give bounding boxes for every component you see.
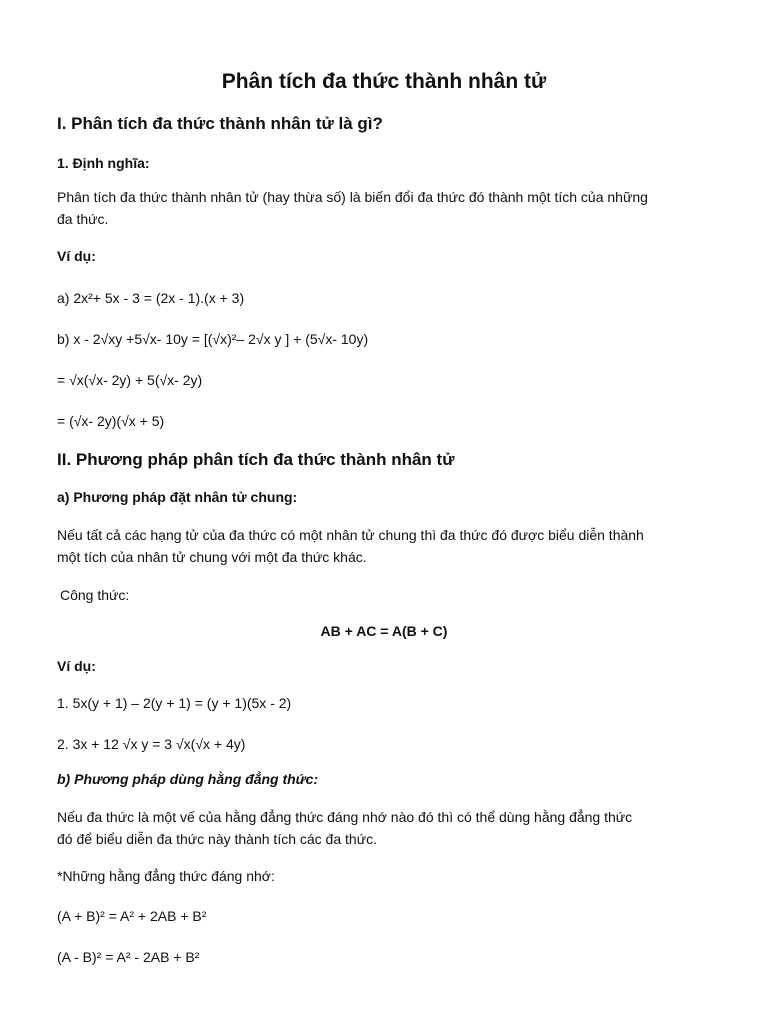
example-label-1: Ví dụ: — [57, 248, 96, 264]
method-a-subheading: a) Phương pháp đặt nhân tử chung: — [57, 489, 298, 505]
identities-label: *Những hằng đẳng thức đáng nhớ: — [57, 868, 275, 884]
identity-2: (A - B)² = A² - 2AB + B² — [57, 949, 200, 965]
method-a-text-line-2: một tích của nhân tử chung với một đa thức khác. — [57, 549, 367, 565]
example-a: a) 2x²+ 5x - 3 = (2x - 1).(x + 3) — [57, 290, 245, 306]
method-a-text-line-1: Nếu tất cả các hạng tử của đa thức có một nhân tử chung thì đa thức đó được biểu diễn thành — [57, 527, 644, 543]
definition-text-line-2: đa thức. — [57, 211, 109, 227]
example-b-step-2: = √x(√x- 2y) + 5(√x- 2y) — [57, 372, 203, 388]
example-b-step-3: = (√x- 2y)(√x + 5) — [57, 413, 165, 429]
definition-text-line-1: Phân tích đa thức thành nhân tử (hay thừa số) là biến đổi đa thức đó thành một tích của những — [57, 189, 648, 205]
formula: AB + AC = A(B + C) — [320, 623, 448, 639]
formula-label: Công thức: — [60, 587, 130, 603]
page-title: Phân tích đa thức thành nhân tử — [221, 70, 547, 93]
section-1-heading: I. Phân tích đa thức thành nhân tử là gì? — [57, 114, 383, 133]
example-label-2: Ví dụ: — [57, 658, 96, 674]
section-2-heading: II. Phương pháp phân tích đa thức thành nhân tử — [57, 450, 455, 469]
definition-subheading: 1. Định nghĩa: — [57, 155, 150, 171]
identity-1: (A + B)² = A² + 2AB + B² — [57, 908, 207, 924]
method-a-example-2: 2. 3x + 12 √x y = 3 √x(√x + 4y) — [57, 736, 246, 752]
example-b: b) x - 2√xy +5√x- 10y = [(√x)²– 2√x y ] + (5√x- 10y) — [57, 331, 369, 347]
method-b-subheading: b) Phương pháp dùng hằng đẳng thức: — [57, 771, 319, 787]
method-b-text-line-2: đó để biểu diễn đa thức này thành tích các đa thức. — [57, 831, 377, 847]
method-a-example-1: 1. 5x(y + 1) – 2(y + 1) = (y + 1)(5x - 2) — [57, 695, 292, 711]
method-b-text-line-1: Nếu đa thức là một vế của hằng đẳng thức đáng nhớ nào đó thì có thể dùng hằng đẳng thức — [57, 809, 633, 825]
